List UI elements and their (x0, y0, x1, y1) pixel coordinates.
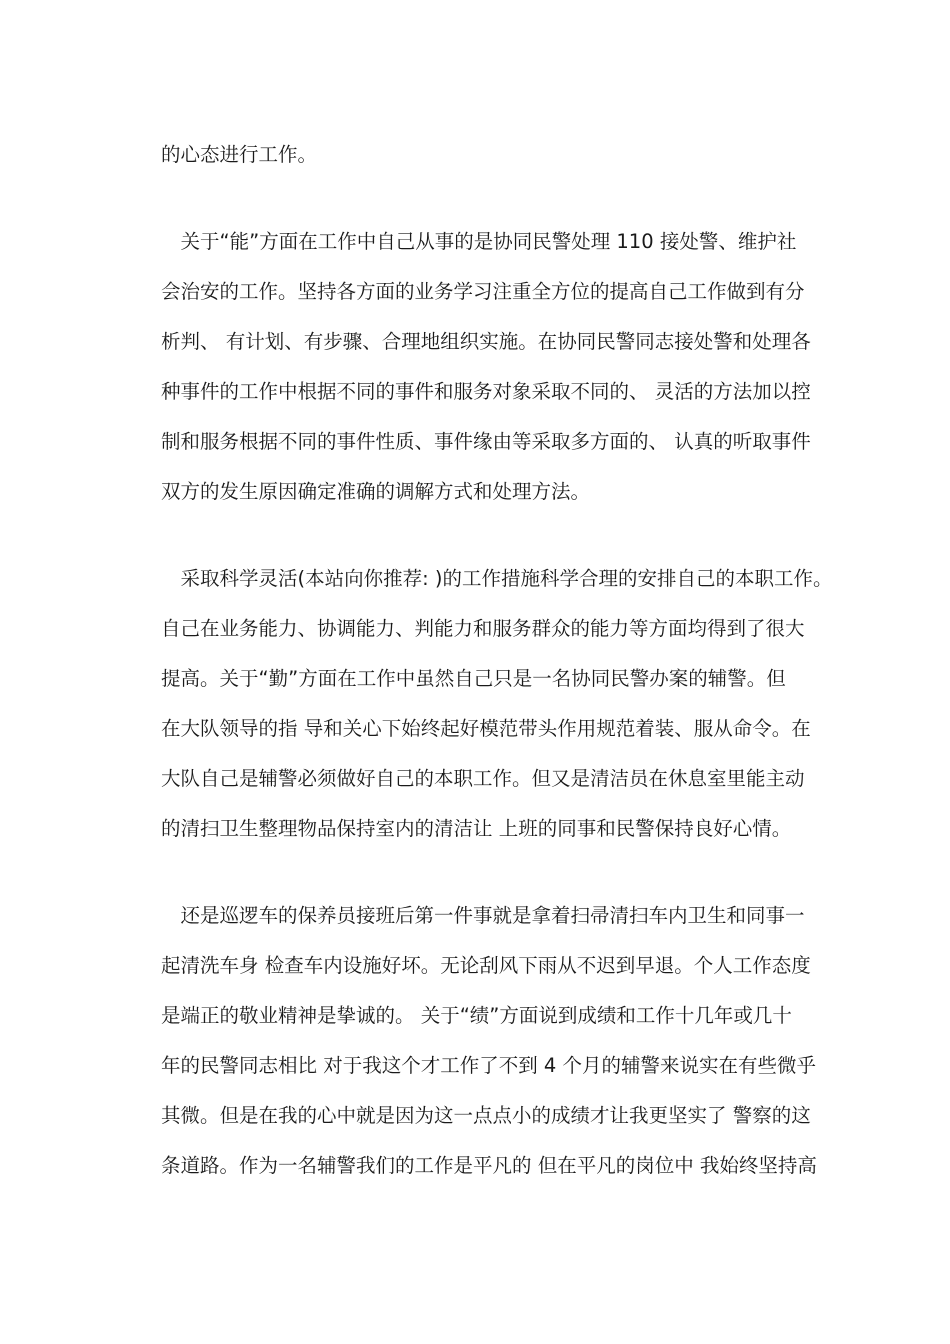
text-line: 还是巡逻车的保养员接班后第一件事就是拿着扫帚清扫车内卫生和同事一 (161, 904, 805, 927)
text-line: 其微。但是在我的心中就是因为这一点点小的成绩才让我更坚实了 警察的这 (161, 1104, 811, 1127)
text-line: 会治安的工作。坚持各方面的业务学习注重全方位的提高自己工作做到有分 (161, 280, 805, 303)
text-line: 大队自己是辅警必须做好自己的本职工作。但又是清洁员在休息室里能主动 (161, 767, 805, 790)
text-line: 是端正的敬业精神是挚诚的。 关于“绩”方面说到成绩和工作十几年或几十 (161, 1004, 792, 1027)
text-line: 的清扫卫生整理物品保持室内的清洁让 上班的同事和民警保持良好心情。 (161, 817, 792, 840)
text-line: 制和服务根据不同的事件性质、事件缘由等采取多方面的、 认真的听取事件 (161, 430, 811, 453)
text-line: 的心态进行工作。 (161, 143, 318, 166)
text-line: 起清洗车身 检查车内设施好坏。无论刮风下雨从不迟到早退。个人工作态度 (161, 954, 811, 977)
text-line: 采取科学灵活(本站向你推荐: )的工作措施科学合理的安排自己的本职工作。 (161, 567, 833, 590)
text-line: 自己在业务能力、协调能力、判能力和服务群众的能力等方面均得到了很大 (161, 617, 805, 640)
text-line: 种事件的工作中根据不同的事件和服务对象采取不同的、 灵活的方法加以控 (161, 380, 811, 403)
text-line: 提高。关于“勤”方面在工作中虽然自己只是一名协同民警办案的辅警。但 (161, 667, 786, 690)
text-line: 在大队领导的指 导和关心下始终起好模范带头作用规范着装、服从命令。在 (161, 717, 811, 740)
text-line: 年的民警同志相比 对于我这个才工作了不到 4 个月的辅警来说实在有些微乎 (161, 1054, 817, 1077)
text-line: 条道路。作为一名辅警我们的工作是平凡的 但在平凡的岗位中 我始终坚持高 (161, 1154, 817, 1177)
text-line: 关于“能”方面在工作中自己从事的是协同民警处理 110 接处警、维护社 (161, 230, 797, 253)
text-line: 双方的发生原因确定准确的调解方式和处理方法。 (161, 480, 591, 503)
text-line: 析判、 有计划、有步骤、合理地组织实施。在协同民警同志接处警和处理各 (161, 330, 811, 353)
